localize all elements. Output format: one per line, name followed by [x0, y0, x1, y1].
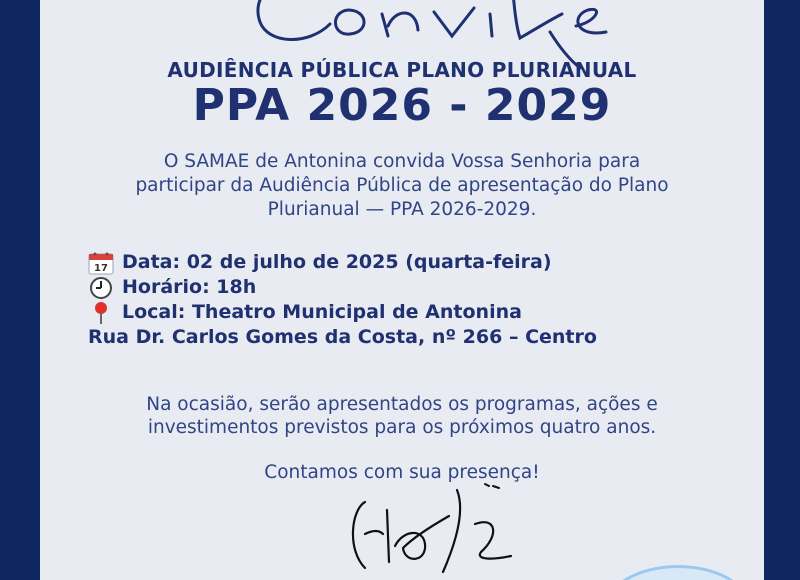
event-subtitle: AUDIÊNCIA PÚBLICA PLANO PLURIANUAL: [167, 58, 637, 82]
intro-paragraph: [70, 150, 734, 222]
signature: [325, 480, 515, 580]
intro-line: O SAMAE de Antonina convida Vossa Senhoria para: [163, 151, 641, 172]
event-title: PPA 2026 - 2029: [192, 80, 612, 131]
calendar-icon: [88, 252, 114, 274]
date-row: [88, 250, 728, 275]
time-row: [88, 275, 728, 300]
address-row: [88, 325, 728, 350]
invitation-card: [40, 0, 764, 580]
intro-line: participar da Audiência Pública de apresentação do Plano: [135, 175, 669, 196]
pin-icon: [88, 302, 114, 324]
closing-line: investimentos previstos para os próximos quatro anos.: [147, 417, 657, 438]
date-text: Data: 02 de julho de 2025 (quarta-feira): [122, 251, 552, 273]
thanks-text: Contamos com sua presença!: [264, 462, 540, 483]
clock-icon: [88, 277, 114, 299]
location-row: [88, 300, 728, 325]
location-text: Local: Theatro Municipal de Antonina: [122, 301, 522, 323]
calendar-day: 17: [94, 262, 108, 274]
address-text: Rua Dr. Carlos Gomes da Costa, nº 266 – Centro: [88, 326, 597, 348]
time-text: Horário: 18h: [122, 276, 257, 298]
closing-paragraph: [70, 393, 734, 439]
closing-line: Na ocasião, serão apresentados os programas, ações e: [146, 394, 658, 415]
decorative-circle: [605, 565, 751, 580]
intro-line: Plurianual — PPA 2026-2029.: [267, 199, 537, 220]
event-details: [88, 250, 728, 350]
